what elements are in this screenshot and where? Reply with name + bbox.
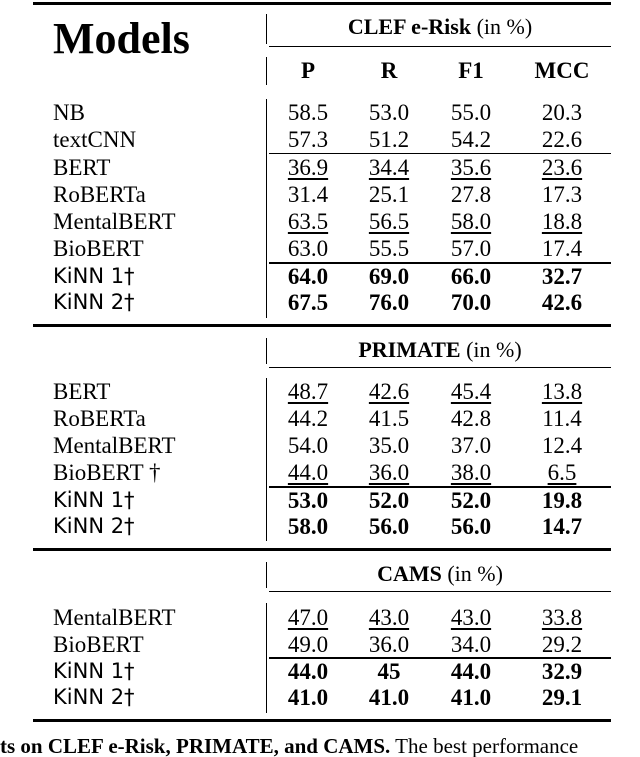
cell-p: 48.7 bbox=[287, 379, 329, 404]
cell-p: 57.3 bbox=[287, 127, 329, 152]
model-name: MentalBERT bbox=[53, 209, 176, 234]
cell-p: 49.0 bbox=[287, 632, 329, 657]
cell-mcc: 17.3 bbox=[541, 182, 583, 207]
model-name: KiNN 2† bbox=[53, 685, 135, 709]
cell-r: 52.0 bbox=[368, 488, 410, 513]
body-vrule-clef bbox=[266, 99, 267, 318]
dataset-name: CAMS bbox=[377, 561, 442, 586]
section-vrule-primate bbox=[266, 338, 267, 364]
section-title-cams bbox=[269, 560, 611, 587]
model-name: NB bbox=[53, 100, 85, 125]
section-vrule-cams bbox=[266, 562, 267, 588]
cell-r: 43.0 bbox=[368, 605, 410, 630]
cell-r: 76.0 bbox=[368, 290, 410, 315]
col-header-f1: F1 bbox=[458, 58, 484, 83]
cell-f1: 70.0 bbox=[450, 290, 492, 315]
cell-r: 42.6 bbox=[368, 379, 410, 404]
model-name: BioBERT bbox=[53, 236, 144, 261]
caption-lead: ts on CLEF e-Risk, PRIMATE, and CAMS. bbox=[0, 734, 391, 757]
unit-suffix: (in %) bbox=[466, 337, 522, 362]
cell-p: 54.0 bbox=[287, 433, 329, 458]
cell-f1: 45.4 bbox=[450, 379, 492, 404]
header-subrule bbox=[269, 46, 611, 47]
model-name: BERT bbox=[53, 155, 111, 180]
cell-r: 36.0 bbox=[368, 632, 410, 657]
cell-mcc: 14.7 bbox=[541, 514, 583, 539]
cell-mcc: 17.4 bbox=[541, 236, 583, 261]
cell-p: 58.5 bbox=[287, 100, 329, 125]
cell-p: 47.0 bbox=[287, 605, 329, 630]
body-vrule-cams bbox=[266, 603, 267, 713]
cell-mcc: 18.8 bbox=[541, 209, 583, 234]
cell-f1: 41.0 bbox=[450, 685, 492, 710]
section-rule-2 bbox=[33, 548, 611, 551]
cell-f1: 56.0 bbox=[450, 514, 492, 539]
cell-mcc: 32.7 bbox=[541, 264, 583, 289]
header-vrule-1 bbox=[266, 14, 267, 44]
cell-p: 36.9 bbox=[287, 155, 329, 180]
model-name: BioBERT bbox=[53, 632, 144, 657]
model-name: RoBERTa bbox=[53, 406, 146, 431]
section-title-primate bbox=[269, 336, 611, 363]
cell-mcc: 19.8 bbox=[541, 488, 583, 513]
section-title-clef bbox=[269, 13, 611, 40]
cell-p: 44.0 bbox=[287, 460, 329, 485]
cell-mcc: 6.5 bbox=[547, 460, 577, 485]
cell-p: 53.0 bbox=[287, 488, 329, 513]
cell-mcc: 33.8 bbox=[541, 605, 583, 630]
cell-r: 45 bbox=[377, 659, 401, 684]
cell-mcc: 22.6 bbox=[541, 127, 583, 152]
cell-mcc: 29.2 bbox=[541, 632, 583, 657]
cell-r: 36.0 bbox=[368, 460, 410, 485]
model-name: KiNN 1† bbox=[53, 659, 135, 683]
model-name: MentalBERT bbox=[53, 433, 176, 458]
model-name: RoBERTa bbox=[53, 182, 146, 207]
cell-p: 63.0 bbox=[287, 236, 329, 261]
cell-mcc: 13.8 bbox=[541, 379, 583, 404]
cell-p: 44.0 bbox=[287, 659, 329, 684]
cell-mcc: 32.9 bbox=[541, 659, 583, 684]
cell-p: 58.0 bbox=[287, 514, 329, 539]
cell-f1: 55.0 bbox=[450, 100, 492, 125]
cell-r: 41.0 bbox=[368, 685, 410, 710]
cell-f1: 42.8 bbox=[450, 406, 492, 431]
cell-r: 25.1 bbox=[368, 182, 410, 207]
cell-p: 31.4 bbox=[287, 182, 329, 207]
caption-trail: The best performance bbox=[395, 734, 579, 757]
model-name: KiNN 1† bbox=[53, 488, 135, 512]
model-name: MentalBERT bbox=[53, 605, 176, 630]
cell-r: 35.0 bbox=[368, 433, 410, 458]
bottom-rule bbox=[33, 719, 611, 722]
cell-f1: 37.0 bbox=[450, 433, 492, 458]
model-name: KiNN 1† bbox=[53, 264, 135, 288]
cell-p: 44.2 bbox=[287, 406, 329, 431]
cell-f1: 44.0 bbox=[450, 659, 492, 684]
model-name: KiNN 2† bbox=[53, 290, 135, 314]
cell-f1: 27.8 bbox=[450, 182, 492, 207]
cell-f1: 54.2 bbox=[450, 127, 492, 152]
cell-mcc: 12.4 bbox=[541, 433, 583, 458]
unit-suffix: (in %) bbox=[447, 561, 503, 586]
cell-mcc: 20.3 bbox=[541, 100, 583, 125]
cell-mcc: 29.1 bbox=[541, 685, 583, 710]
cell-r: 51.2 bbox=[368, 127, 410, 152]
cell-f1: 43.0 bbox=[450, 605, 492, 630]
model-name: KiNN 2† bbox=[53, 514, 135, 538]
cell-p: 63.5 bbox=[287, 209, 329, 234]
cell-f1: 66.0 bbox=[450, 264, 492, 289]
cell-f1: 38.0 bbox=[450, 460, 492, 485]
cell-p: 41.0 bbox=[287, 685, 329, 710]
header-vrule-2 bbox=[266, 57, 267, 85]
col-header-p: P bbox=[300, 58, 316, 83]
cell-r: 69.0 bbox=[368, 264, 410, 289]
body-vrule-primate bbox=[266, 378, 267, 541]
cell-f1: 57.0 bbox=[450, 236, 492, 261]
cell-r: 53.0 bbox=[368, 100, 410, 125]
cell-f1: 35.6 bbox=[450, 155, 492, 180]
dataset-name: CLEF e-Risk bbox=[347, 14, 472, 39]
dataset-name: PRIMATE bbox=[358, 337, 461, 362]
cell-p: 64.0 bbox=[287, 264, 329, 289]
models-heading: Models bbox=[53, 14, 190, 63]
cell-r: 56.0 bbox=[368, 514, 410, 539]
unit-suffix: (in %) bbox=[476, 14, 533, 39]
cell-r: 41.5 bbox=[368, 406, 410, 431]
model-name: BERT bbox=[53, 379, 111, 404]
cell-mcc: 42.6 bbox=[541, 290, 583, 315]
cell-r: 34.4 bbox=[368, 155, 410, 180]
col-header-r: R bbox=[380, 58, 398, 83]
col-header-mcc: MCC bbox=[534, 58, 590, 83]
model-name: BioBERT † bbox=[53, 460, 161, 485]
cell-f1: 34.0 bbox=[450, 632, 492, 657]
cell-mcc: 23.6 bbox=[541, 155, 583, 180]
cell-p: 67.5 bbox=[287, 290, 329, 315]
model-name: textCNN bbox=[53, 127, 137, 152]
cams-subrule bbox=[269, 591, 611, 592]
cell-r: 55.5 bbox=[368, 236, 410, 261]
primate-subrule bbox=[269, 367, 611, 368]
cell-f1: 52.0 bbox=[450, 488, 492, 513]
cell-r: 56.5 bbox=[368, 209, 410, 234]
caption bbox=[0, 732, 640, 757]
cell-mcc: 11.4 bbox=[542, 406, 582, 431]
top-rule bbox=[33, 2, 611, 5]
cell-f1: 58.0 bbox=[450, 209, 492, 234]
section-rule-1 bbox=[33, 324, 611, 327]
